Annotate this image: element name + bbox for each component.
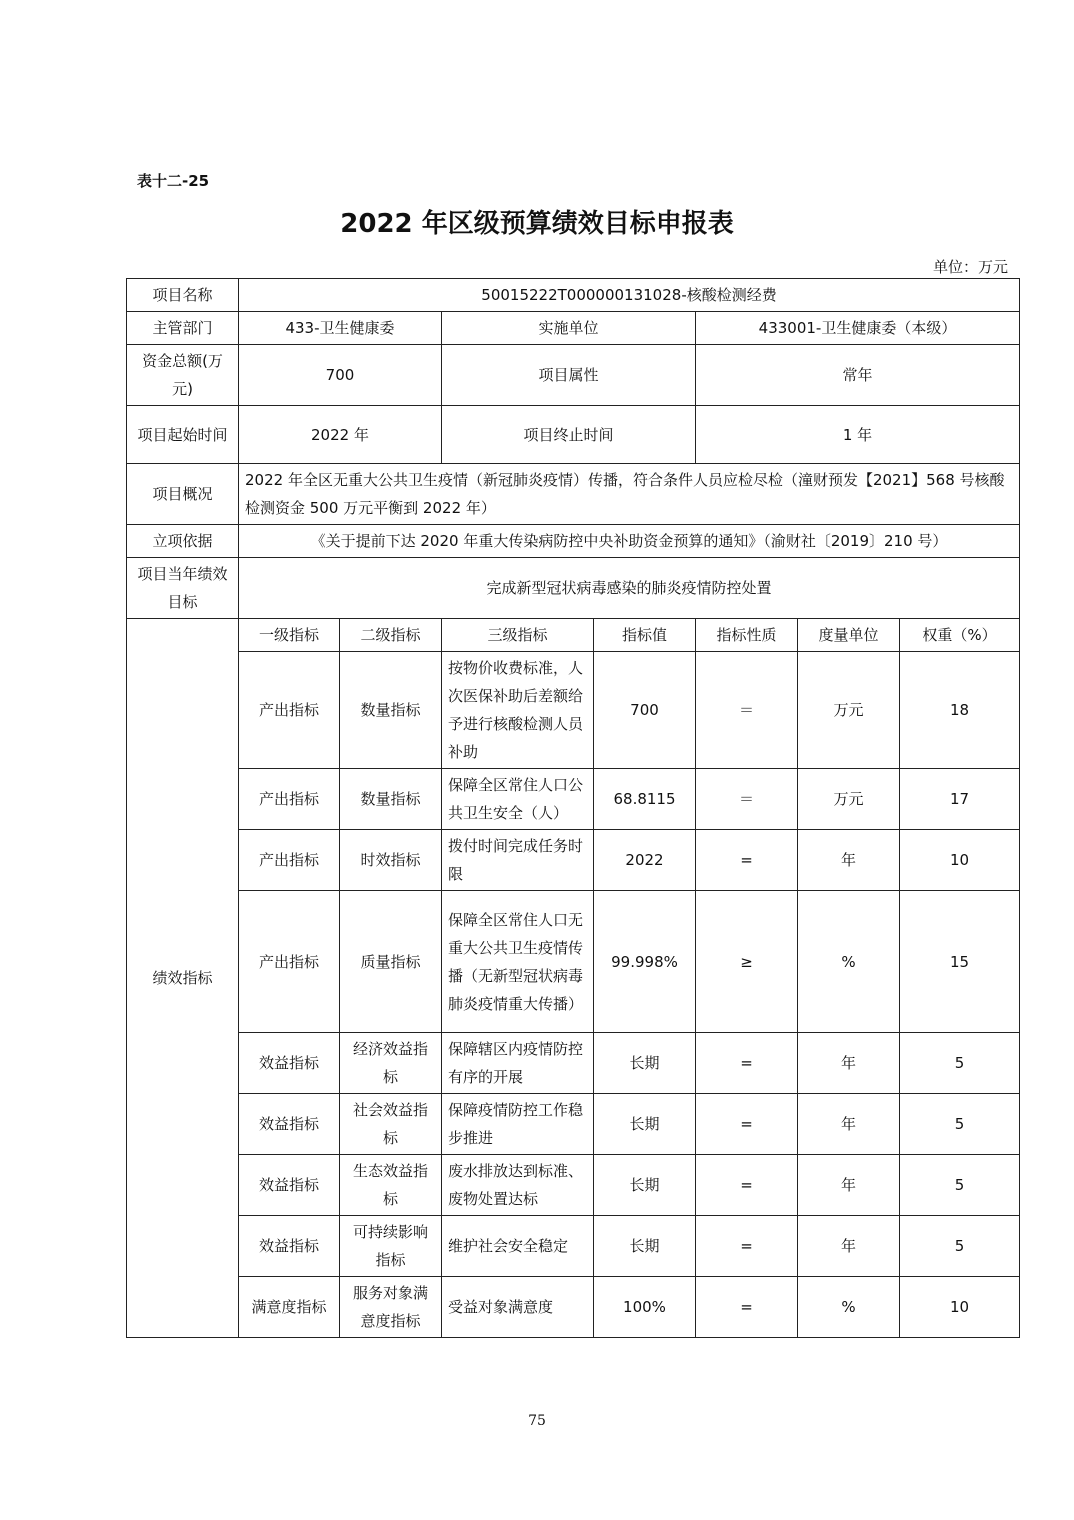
start-time-value: 2022 年 (239, 406, 442, 464)
nature-cell: = (696, 1277, 798, 1338)
weight-cell: 10 (900, 830, 1020, 891)
value-cell: 长期 (594, 1155, 696, 1216)
level2-cell: 服务对象满意度指标 (340, 1277, 442, 1338)
level2-cell: 经济效益指标 (340, 1033, 442, 1094)
document-title: 2022 年区级预算绩效目标申报表 (340, 209, 734, 239)
unit-label: 单位：万元 (932, 258, 1008, 276)
basis-label: 立项依据 (127, 525, 239, 558)
level1-cell: 效益指标 (239, 1216, 340, 1277)
weight-cell: 10 (900, 1277, 1020, 1338)
indicator-row (127, 1277, 1020, 1338)
total-funds-label: 资金总额(万元) (127, 345, 239, 406)
row-total-funds (127, 345, 1020, 406)
header-unit: 度量单位 (798, 619, 900, 652)
level3-cell: 维护社会安全稳定 (442, 1216, 594, 1277)
nature-cell: ≥ (696, 891, 798, 1033)
value-cell: 长期 (594, 1094, 696, 1155)
unit-cell: % (798, 891, 900, 1033)
level3-cell: 按物价收费标准，人次医保补助后差额给予进行核酸检测人员补助 (442, 652, 594, 769)
table-number: 表十二-25 (137, 172, 210, 190)
level1-cell: 效益指标 (239, 1155, 340, 1216)
row-project-period (127, 406, 1020, 464)
weight-cell: 17 (900, 769, 1020, 830)
level3-cell: 受益对象满意度 (442, 1277, 594, 1338)
budget-performance-table (126, 278, 1020, 1338)
page-number: 75 (528, 1413, 546, 1429)
overview-label: 项目概况 (127, 464, 239, 525)
indicator-row (127, 652, 1020, 769)
unit-cell: % (798, 1277, 900, 1338)
row-basis (127, 525, 1020, 558)
nature-cell: ＝ (696, 769, 798, 830)
project-attribute-value: 常年 (696, 345, 1020, 406)
indicator-row (127, 830, 1020, 891)
level1-cell: 产出指标 (239, 830, 340, 891)
nature-cell: = (696, 1155, 798, 1216)
project-attribute-label: 项目属性 (442, 345, 696, 406)
unit-cell: 年 (798, 1094, 900, 1155)
implementing-unit-label: 实施单位 (442, 312, 696, 345)
header-level1: 一级指标 (239, 619, 340, 652)
level3-cell: 保障全区常住人口无重大公共卫生疫情传播（无新型冠状病毒肺炎疫情重大传播） (442, 891, 594, 1033)
row-overview (127, 464, 1020, 525)
header-level2: 二级指标 (340, 619, 442, 652)
value-cell: 2022 (594, 830, 696, 891)
level1-cell: 效益指标 (239, 1094, 340, 1155)
department-label: 主管部门 (127, 312, 239, 345)
basis-value: 《关于提前下达 2020 年重大传染病防控中央补助资金预算的通知》（渝财社〔2019〕210 号） (239, 525, 1020, 558)
row-annual-goal (127, 558, 1020, 619)
unit-cell: 万元 (798, 652, 900, 769)
nature-cell: = (696, 1216, 798, 1277)
unit-cell: 年 (798, 1155, 900, 1216)
value-cell: 99.998% (594, 891, 696, 1033)
weight-cell: 5 (900, 1216, 1020, 1277)
unit-cell: 万元 (798, 769, 900, 830)
level3-cell: 废水排放达到标准、废物处置达标 (442, 1155, 594, 1216)
unit-cell: 年 (798, 830, 900, 891)
weight-cell: 15 (900, 891, 1020, 1033)
indicator-row (127, 1155, 1020, 1216)
value-cell: 长期 (594, 1033, 696, 1094)
level2-cell: 数量指标 (340, 652, 442, 769)
row-department (127, 312, 1020, 345)
indicator-row (127, 1033, 1020, 1094)
nature-cell: ＝ (696, 652, 798, 769)
nature-cell: = (696, 1033, 798, 1094)
value-cell: 68.8115 (594, 769, 696, 830)
annual-goal-label: 项目当年绩效目标 (127, 558, 239, 619)
row-project-name (127, 279, 1020, 312)
level2-cell: 社会效益指标 (340, 1094, 442, 1155)
level2-cell: 时效指标 (340, 830, 442, 891)
project-name-value: 50015222T000000131028-核酸检测经费 (239, 279, 1020, 312)
level2-cell: 可持续影响指标 (340, 1216, 442, 1277)
level1-cell: 产出指标 (239, 769, 340, 830)
level1-cell: 效益指标 (239, 1033, 340, 1094)
level2-cell: 生态效益指标 (340, 1155, 442, 1216)
start-time-label: 项目起始时间 (127, 406, 239, 464)
project-name-label: 项目名称 (127, 279, 239, 312)
level1-cell: 产出指标 (239, 652, 340, 769)
header-nature: 指标性质 (696, 619, 798, 652)
value-cell: 长期 (594, 1216, 696, 1277)
header-value: 指标值 (594, 619, 696, 652)
performance-indicators-label: 绩效指标 (127, 619, 239, 1338)
level2-cell: 数量指标 (340, 769, 442, 830)
header-level3: 三级指标 (442, 619, 594, 652)
indicator-row (127, 1094, 1020, 1155)
weight-cell: 5 (900, 1033, 1020, 1094)
indicator-row (127, 1216, 1020, 1277)
indicator-row (127, 769, 1020, 830)
unit-cell: 年 (798, 1033, 900, 1094)
level3-cell: 拨付时间完成任务时限 (442, 830, 594, 891)
header-weight: 权重（%） (900, 619, 1020, 652)
annual-goal-value: 完成新型冠状病毒感染的肺炎疫情防控处置 (239, 558, 1020, 619)
row-indicator-header (127, 619, 1020, 652)
total-funds-value: 700 (239, 345, 442, 406)
level2-cell: 质量指标 (340, 891, 442, 1033)
nature-cell: = (696, 1094, 798, 1155)
end-time-label: 项目终止时间 (442, 406, 696, 464)
indicator-row (127, 891, 1020, 1033)
unit-cell: 年 (798, 1216, 900, 1277)
weight-cell: 5 (900, 1094, 1020, 1155)
level3-cell: 保障全区常住人口公共卫生安全（人） (442, 769, 594, 830)
department-value: 433-卫生健康委 (239, 312, 442, 345)
level1-cell: 满意度指标 (239, 1277, 340, 1338)
level3-cell: 保障辖区内疫情防控有序的开展 (442, 1033, 594, 1094)
value-cell: 100% (594, 1277, 696, 1338)
weight-cell: 18 (900, 652, 1020, 769)
value-cell: 700 (594, 652, 696, 769)
nature-cell: = (696, 830, 798, 891)
end-time-value: 1 年 (696, 406, 1020, 464)
level3-cell: 保障疫情防控工作稳步推进 (442, 1094, 594, 1155)
overview-value: 2022 年全区无重大公共卫生疫情（新冠肺炎疫情）传播，符合条件人员应检尽检（潼财预发【2021】568 号核酸检测资金 500 万元平衡到 2022 年） (239, 464, 1020, 525)
level1-cell: 产出指标 (239, 891, 340, 1033)
implementing-unit-value: 433001-卫生健康委（本级） (696, 312, 1020, 345)
weight-cell: 5 (900, 1155, 1020, 1216)
